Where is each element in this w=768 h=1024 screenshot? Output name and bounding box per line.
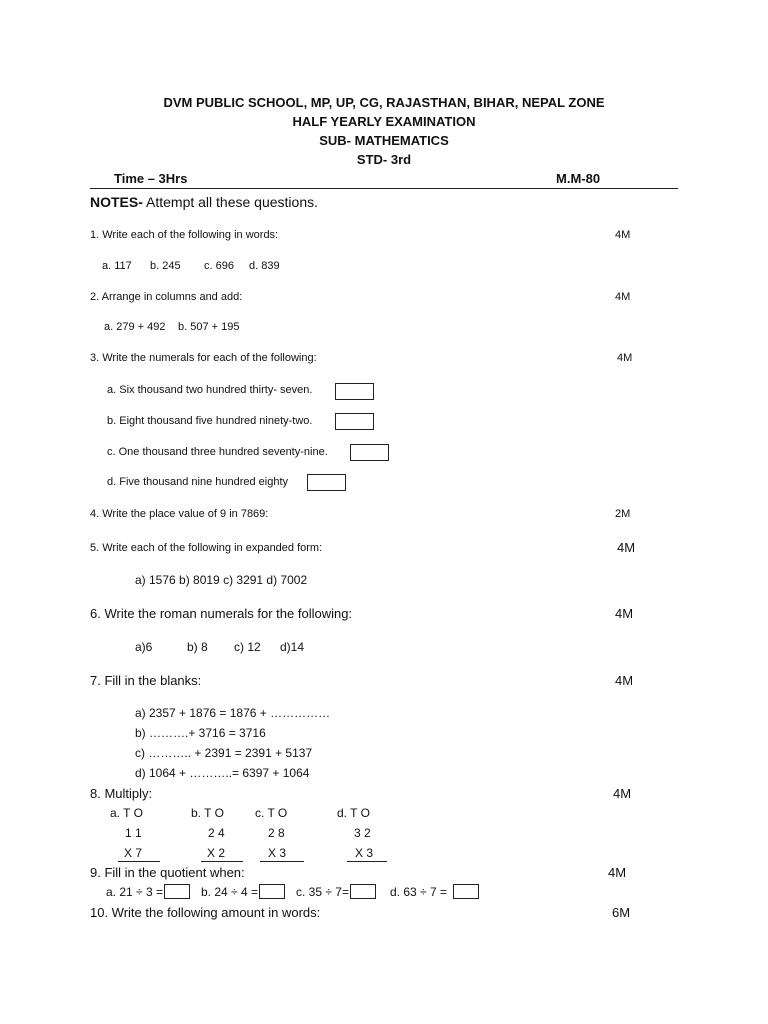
q6-item-c: c) 12 — [234, 640, 261, 654]
multiply-c-row1: 2 8 — [268, 826, 285, 840]
multiply-a-row2: X 7 — [118, 847, 160, 862]
answer-box-q9d[interactable] — [453, 884, 479, 899]
school-name: DVM PUBLIC SCHOOL, MP, UP, CG, RAJASTHAN, BIHAR, NEPAL ZONE — [163, 95, 605, 110]
question-1-marks: 4M — [615, 229, 631, 241]
multiply-a-header: a. T O — [110, 806, 143, 820]
multiply-a-row1: 1 1 — [125, 826, 142, 840]
exam-title: HALF YEARLY EXAMINATION — [292, 114, 476, 129]
q1-item-c: c. 696 — [204, 260, 234, 272]
multiply-c-row2: X 3 — [260, 847, 304, 862]
question-9: 9. Fill in the quotient when: — [90, 865, 245, 880]
q7-item-d: d) 1064 + ………..= 6397 + 1064 — [135, 766, 310, 780]
notes-line — [90, 195, 318, 209]
q6-item-b: b) 8 — [187, 640, 208, 654]
q6-item-d: d)14 — [280, 640, 305, 654]
question-1: 1. Write each of the following in words: — [90, 229, 279, 241]
question-8-marks: 4M — [613, 786, 632, 801]
header-divider — [90, 188, 678, 189]
std-line: STD- 3rd — [356, 152, 412, 167]
q7-item-a: a) 2357 + 1876 = 1876 + …………… — [135, 706, 331, 720]
question-2-marks: 4M — [615, 291, 631, 303]
question-5: 5. Write each of the following in expanded form: — [90, 542, 323, 554]
q3-item-c: c. One thousand three hundred seventy-nine. — [107, 446, 328, 458]
q7-item-b: b) ……….+ 3716 = 3716 — [135, 726, 266, 740]
question-2: 2. Arrange in columns and add: — [90, 291, 243, 303]
answer-box-q9a[interactable] — [164, 884, 190, 899]
multiply-b-header: b. T O — [191, 806, 224, 820]
answer-box-q3c[interactable] — [350, 444, 389, 461]
question-8: 8. Multiply: — [90, 786, 153, 801]
q9-item-b: b. 24 ÷ 4 = — [201, 885, 258, 899]
question-10: 10. Write the following amount in words: — [90, 905, 321, 920]
answer-box-q3a[interactable] — [335, 383, 374, 400]
multiply-d-header: d. T O — [337, 806, 370, 820]
multiply-d-row2: X 3 — [347, 847, 387, 862]
multiply-b-row1: 2 4 — [208, 826, 225, 840]
subject-line: SUB- MATHEMATICS — [319, 133, 449, 148]
question-3-marks: 4M — [617, 352, 633, 364]
q7-item-c: c) ……….. + 2391 = 2391 + 5137 — [135, 746, 313, 760]
q9-item-d: d. 63 ÷ 7 = — [390, 885, 447, 899]
multiply-b-row2: X 2 — [201, 847, 243, 862]
question-10-marks: 6M — [612, 905, 631, 920]
question-9-marks: 4M — [608, 865, 627, 880]
q9-item-c: c. 35 ÷ 7= — [296, 885, 349, 899]
q1-item-d: d. 839 — [249, 260, 280, 272]
notes-text: Attempt all these questions. — [142, 194, 318, 210]
answer-box-q9b[interactable] — [259, 884, 285, 899]
multiply-d-row1: 3 2 — [354, 826, 371, 840]
q3-item-a: a. Six thousand two hundred thirty- seven. — [107, 384, 313, 396]
answer-box-q3b[interactable] — [335, 413, 374, 430]
question-7-marks: 4M — [615, 673, 634, 688]
question-7: 7. Fill in the blanks: — [90, 673, 202, 688]
q6-item-a: a)6 — [135, 640, 153, 654]
q5-items: a) 1576 b) 8019 c) 3291 d) 7002 — [135, 573, 308, 587]
q2-item-b: b. 507 + 195 — [178, 321, 240, 333]
q1-item-a: a. 117 — [102, 260, 132, 272]
q3-item-d: d. Five thousand nine hundred eighty — [107, 476, 289, 488]
notes-label: NOTES- — [90, 194, 143, 210]
time-label: Time – 3Hrs — [114, 171, 188, 186]
q2-item-a: a. 279 + 492 — [104, 321, 166, 333]
question-4-marks: 2M — [615, 508, 631, 520]
question-6-marks: 4M — [615, 606, 634, 621]
q9-item-a: a. 21 ÷ 3 = — [106, 885, 163, 899]
question-6: 6. Write the roman numerals for the following: — [90, 606, 353, 621]
q1-item-b: b. 245 — [150, 260, 181, 272]
answer-box-q3d[interactable] — [307, 474, 346, 491]
question-4: 4. Write the place value of 9 in 7869: — [90, 508, 269, 520]
q3-item-b: b. Eight thousand five hundred ninety-two. — [107, 415, 313, 427]
question-5-marks: 4M — [617, 540, 636, 555]
question-3: 3. Write the numerals for each of the following: — [90, 352, 317, 364]
max-marks-label: M.M-80 — [556, 171, 601, 186]
multiply-c-header: c. T O — [255, 806, 288, 820]
answer-box-q9c[interactable] — [350, 884, 376, 899]
